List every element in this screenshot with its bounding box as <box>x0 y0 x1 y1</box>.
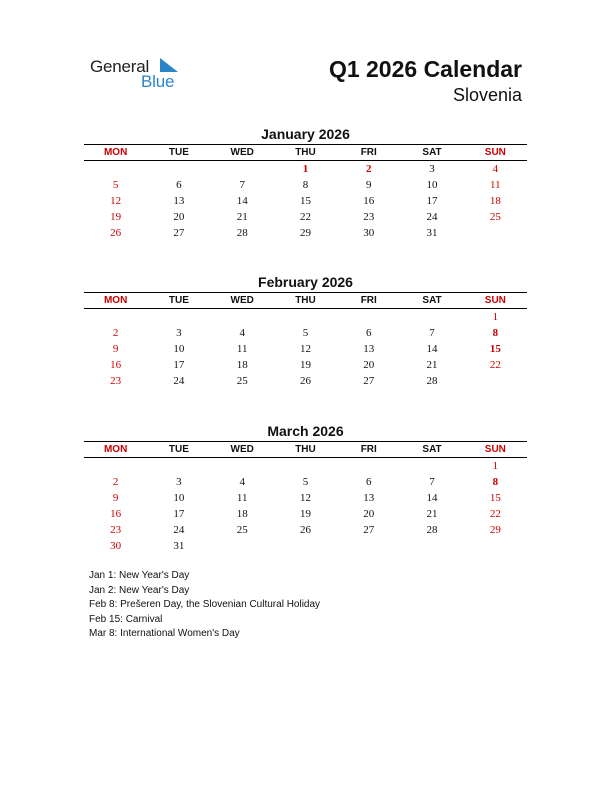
day-cell <box>211 538 274 554</box>
week-row <box>84 357 527 373</box>
day-cell: 25 <box>236 524 248 536</box>
day-cell: 20 <box>363 359 375 371</box>
holiday-item: Jan 2: New Year's Day <box>89 584 190 596</box>
holiday-list <box>89 569 320 642</box>
day-cell: 11 <box>490 179 501 191</box>
day-cell: 8 <box>492 327 499 339</box>
day-cell: 1 <box>492 460 499 472</box>
day-cell: 8 <box>492 476 499 488</box>
weekday-header-row <box>84 145 527 161</box>
day-cell <box>147 458 210 475</box>
day-cell <box>84 161 147 178</box>
day-cell: 15 <box>489 343 501 355</box>
day-cell: 12 <box>299 492 311 504</box>
day-cell <box>400 309 463 326</box>
day-cell: 20 <box>363 508 375 520</box>
weekday-header-row <box>84 442 527 458</box>
calendar-grid <box>84 441 527 554</box>
logo-text-blue: Blue <box>141 72 175 91</box>
holiday-item: Feb 15: Carnival <box>89 613 163 625</box>
day-cell: 18 <box>489 195 501 207</box>
weekday-header-sat: SAT <box>400 442 463 458</box>
calendar-grid <box>84 292 527 389</box>
day-cell: 19 <box>110 211 122 223</box>
day-cell: 16 <box>110 359 122 371</box>
weekday-header-row <box>84 293 527 309</box>
day-cell <box>337 458 400 475</box>
day-cell <box>147 309 210 326</box>
day-cell: 5 <box>302 327 309 339</box>
day-cell: 3 <box>176 327 182 339</box>
day-cell: 17 <box>173 359 185 371</box>
day-cell: 18 <box>236 508 248 520</box>
day-cell: 24 <box>173 524 185 536</box>
weekday-header-thu: THU <box>274 293 337 309</box>
day-cell: 5 <box>112 179 119 191</box>
day-cell <box>274 309 337 326</box>
day-cell: 15 <box>299 195 311 207</box>
holiday-item: Mar 8: International Women's Day <box>89 628 240 640</box>
day-cell: 9 <box>112 492 119 504</box>
logo-triangle-icon <box>160 58 178 72</box>
week-row <box>84 193 527 209</box>
day-cell: 9 <box>112 343 119 355</box>
weekday-header-mon: MON <box>84 442 147 458</box>
month-title: February 2026 <box>258 274 353 290</box>
day-cell <box>211 309 274 326</box>
weekday-header-mon: MON <box>84 145 147 161</box>
day-cell: 7 <box>429 476 435 488</box>
week-row <box>84 209 527 225</box>
day-cell <box>464 373 527 389</box>
page-title: Q1 2026 Calendar <box>328 56 522 82</box>
day-cell: 13 <box>363 492 375 504</box>
weekday-header-fri: FRI <box>337 145 400 161</box>
day-cell: 12 <box>110 195 122 207</box>
week-row <box>84 373 527 389</box>
day-cell: 6 <box>366 327 372 339</box>
weekday-header-fri: FRI <box>337 293 400 309</box>
day-cell: 23 <box>110 375 122 387</box>
day-cell: 13 <box>173 195 185 207</box>
day-cell: 8 <box>302 179 309 191</box>
weekday-header-wed: WED <box>211 442 274 458</box>
page-subtitle: Slovenia <box>452 85 522 105</box>
day-cell: 26 <box>299 375 311 387</box>
day-cell: 27 <box>363 375 375 387</box>
day-cell: 2 <box>366 163 372 175</box>
week-row <box>84 225 527 241</box>
day-cell: 14 <box>236 195 248 207</box>
day-cell: 22 <box>489 359 501 371</box>
day-cell: 25 <box>489 211 501 223</box>
day-cell: 30 <box>363 227 375 239</box>
day-cell: 24 <box>173 375 185 387</box>
weekday-header-wed: WED <box>211 145 274 161</box>
month-february <box>84 273 527 389</box>
day-cell: 28 <box>426 524 438 536</box>
weekday-header-sat: SAT <box>400 293 463 309</box>
day-cell: 4 <box>239 327 245 339</box>
weekday-header-sat: SAT <box>400 145 463 161</box>
day-cell: 2 <box>112 327 119 339</box>
day-cell <box>464 538 527 554</box>
day-cell: 26 <box>110 227 122 239</box>
week-row <box>84 474 527 490</box>
day-cell: 23 <box>363 211 375 223</box>
weekday-header-sun: SUN <box>464 293 527 309</box>
day-cell: 22 <box>299 211 311 223</box>
day-cell: 27 <box>173 227 185 239</box>
day-cell: 13 <box>363 343 375 355</box>
day-cell: 17 <box>173 508 185 520</box>
day-cell: 1 <box>492 311 499 323</box>
day-cell: 17 <box>426 195 438 207</box>
week-row <box>84 522 527 538</box>
day-cell: 19 <box>299 508 311 520</box>
day-cell: 11 <box>236 343 248 355</box>
day-cell: 9 <box>366 179 372 191</box>
week-row <box>84 177 527 193</box>
week-row <box>84 538 527 554</box>
day-cell: 21 <box>236 211 248 223</box>
day-cell: 31 <box>173 540 185 552</box>
weekday-header-sun: SUN <box>464 442 527 458</box>
weekday-header-thu: THU <box>274 145 337 161</box>
day-cell: 4 <box>492 163 499 175</box>
week-row <box>84 309 527 326</box>
day-cell: 10 <box>173 343 185 355</box>
day-cell: 30 <box>110 540 122 552</box>
day-cell: 27 <box>363 524 375 536</box>
day-cell: 18 <box>236 359 248 371</box>
day-cell <box>84 309 147 326</box>
day-cell: 21 <box>426 359 438 371</box>
day-cell: 16 <box>363 195 375 207</box>
day-cell <box>274 538 337 554</box>
day-cell: 14 <box>426 492 438 504</box>
day-cell: 24 <box>426 211 438 223</box>
day-cell: 1 <box>302 163 309 175</box>
day-cell: 21 <box>426 508 438 520</box>
day-cell: 20 <box>173 211 185 223</box>
day-cell <box>211 161 274 178</box>
day-cell: 25 <box>236 375 248 387</box>
day-cell <box>84 458 147 475</box>
day-cell: 10 <box>426 179 438 191</box>
weekday-header-sun: SUN <box>464 145 527 161</box>
day-cell <box>147 161 210 178</box>
weekday-header-mon: MON <box>84 293 147 309</box>
day-cell: 7 <box>429 327 435 339</box>
day-cell: 28 <box>236 227 248 239</box>
month-january <box>84 125 527 241</box>
month-march <box>84 422 527 554</box>
week-row <box>84 325 527 341</box>
day-cell: 31 <box>426 227 438 239</box>
holiday-item: Jan 1: New Year's Day <box>89 570 190 581</box>
day-cell: 5 <box>302 476 309 488</box>
month-title: January 2026 <box>261 126 350 142</box>
day-cell: 7 <box>239 179 245 191</box>
day-cell: 3 <box>176 476 182 488</box>
day-cell: 6 <box>176 179 182 191</box>
day-cell: 26 <box>299 524 311 536</box>
day-cell: 15 <box>489 492 501 504</box>
week-row <box>84 458 527 475</box>
day-cell: 23 <box>110 524 122 536</box>
day-cell <box>274 458 337 475</box>
day-cell: 16 <box>110 508 122 520</box>
week-row <box>84 490 527 506</box>
day-cell: 14 <box>426 343 438 355</box>
day-cell <box>211 458 274 475</box>
weekday-header-fri: FRI <box>337 442 400 458</box>
day-cell: 11 <box>236 492 248 504</box>
day-cell <box>337 538 400 554</box>
weekday-header-wed: WED <box>211 293 274 309</box>
logo-text-general: General <box>90 57 150 76</box>
weekday-header-tue: TUE <box>147 293 210 309</box>
day-cell: 4 <box>239 476 245 488</box>
day-cell: 2 <box>112 476 119 488</box>
weekday-header-tue: TUE <box>147 145 210 161</box>
day-cell: 12 <box>299 343 311 355</box>
day-cell: 19 <box>299 359 311 371</box>
day-cell <box>400 538 463 554</box>
day-cell <box>337 309 400 326</box>
week-row <box>84 506 527 522</box>
weekday-header-thu: THU <box>274 442 337 458</box>
day-cell: 29 <box>489 524 501 536</box>
day-cell: 28 <box>426 375 438 387</box>
day-cell <box>400 458 463 475</box>
holiday-item: Feb 8: Prešeren Day, the Slovenian Cultural Holiday <box>89 599 321 611</box>
month-title: March 2026 <box>267 423 344 439</box>
weekday-header-tue: TUE <box>147 442 210 458</box>
logo <box>90 57 190 93</box>
calendar-grid <box>84 144 527 241</box>
day-cell: 29 <box>299 227 311 239</box>
week-row <box>84 161 527 178</box>
day-cell: 10 <box>173 492 185 504</box>
day-cell <box>464 225 527 241</box>
day-cell: 22 <box>489 508 501 520</box>
day-cell: 6 <box>366 476 372 488</box>
week-row <box>84 341 527 357</box>
day-cell: 3 <box>429 163 435 175</box>
